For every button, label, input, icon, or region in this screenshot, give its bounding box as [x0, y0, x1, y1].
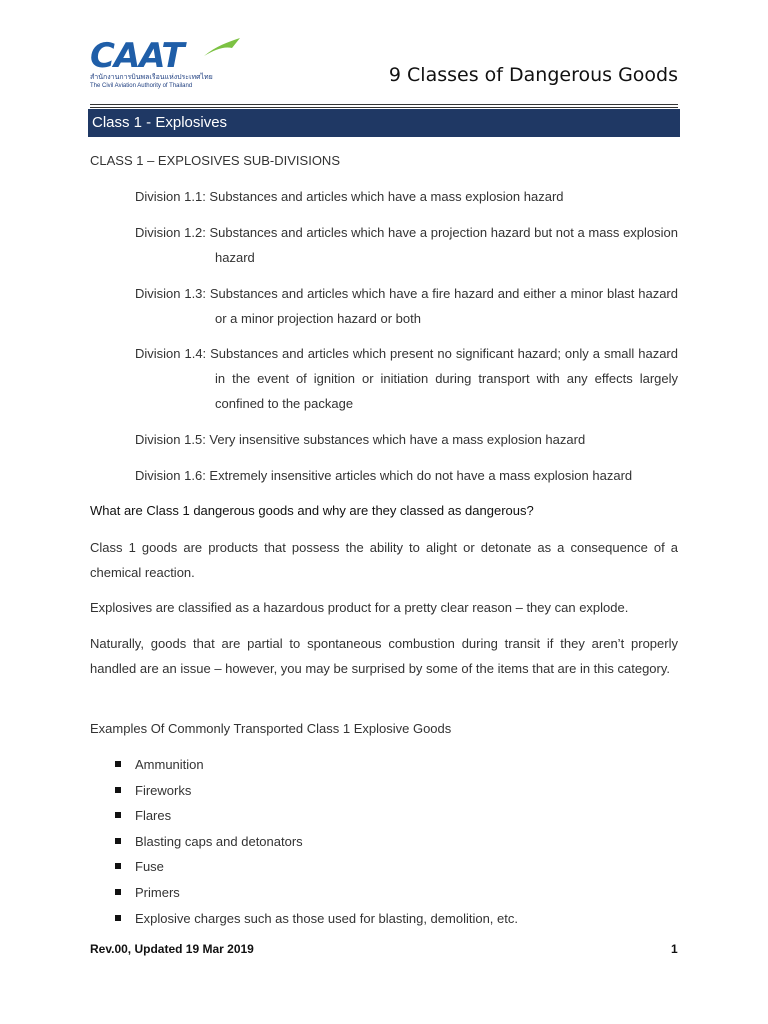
paragraph-1: Class 1 goods are products that possess the ability to alight or detonate as a consequence of a chemical reaction.: [90, 540, 678, 580]
header-divider-secondary: [90, 107, 678, 108]
section-title-bar: Class 1 - Explosives: [88, 109, 680, 137]
division-1-2: Division 1.2: Substances and articles which have a projection hazard but not a mass explosion hazard: [135, 225, 678, 265]
bullet-square-icon: [115, 889, 121, 895]
list-item: Ammunition: [115, 752, 518, 778]
bullet-square-icon: [115, 787, 121, 793]
division-1-4: Division 1.4: Substances and articles which present no significant hazard; only a small hazard in the event of ignition or initiation during transport with any effects largely confined to the package: [135, 346, 678, 411]
header-divider: [90, 104, 678, 105]
page-number: 1: [671, 942, 678, 956]
logo-english-text: The Civil Aviation Authority of Thailand: [90, 83, 193, 89]
bullet-square-icon: [115, 838, 121, 844]
bullet-square-icon: [115, 915, 121, 921]
division-1-1: Division 1.1: Substances and articles which have a mass explosion hazard: [135, 189, 564, 204]
subdivisions-heading: CLASS 1 – EXPLOSIVES SUB-DIVISIONS: [90, 153, 340, 168]
paragraph-3: Naturally, goods that are partial to spontaneous combustion during transit if they aren’t properly handled are an issue – however, you may be surprised by some of the items that are in this category.: [90, 636, 678, 676]
division-1-3: Division 1.3: Substances and articles which have a fire hazard and either a minor blast hazard or a minor projection hazard or both: [135, 286, 678, 326]
list-item: Fuse: [115, 854, 518, 880]
footer-revision: Rev.00, Updated 19 Mar 2019: [90, 942, 254, 956]
caat-logo-text: CAAT: [90, 36, 184, 76]
paragraph-2: Explosives are classified as a hazardous product for a pretty clear reason – they can explode.: [90, 600, 629, 615]
list-item: Flares: [115, 803, 518, 829]
examples-list: [115, 752, 518, 931]
bullet-square-icon: [115, 863, 121, 869]
list-item: Explosive charges such as those used for blasting, demolition, etc.: [115, 906, 518, 932]
bullet-square-icon: [115, 812, 121, 818]
caat-logo: [90, 38, 250, 92]
list-item: Primers: [115, 880, 518, 906]
question-heading: What are Class 1 dangerous goods and why are they classed as dangerous?: [90, 503, 534, 518]
logo-thai-text: สำนักงานการบินพลเรือนแห่งประเทศไทย: [90, 74, 213, 81]
bullet-square-icon: [115, 761, 121, 767]
list-item: Blasting caps and detonators: [115, 829, 518, 855]
division-1-6: Division 1.6: Extremely insensitive articles which do not have a mass explosion hazard: [135, 468, 633, 483]
document-title: 9 Classes of Dangerous Goods: [388, 64, 678, 86]
swoosh-icon: [202, 36, 242, 58]
list-item: Fireworks: [115, 778, 518, 804]
examples-heading: Examples Of Commonly Transported Class 1 Explosive Goods: [90, 721, 452, 736]
division-1-5: Division 1.5: Very insensitive substances which have a mass explosion hazard: [135, 432, 586, 447]
